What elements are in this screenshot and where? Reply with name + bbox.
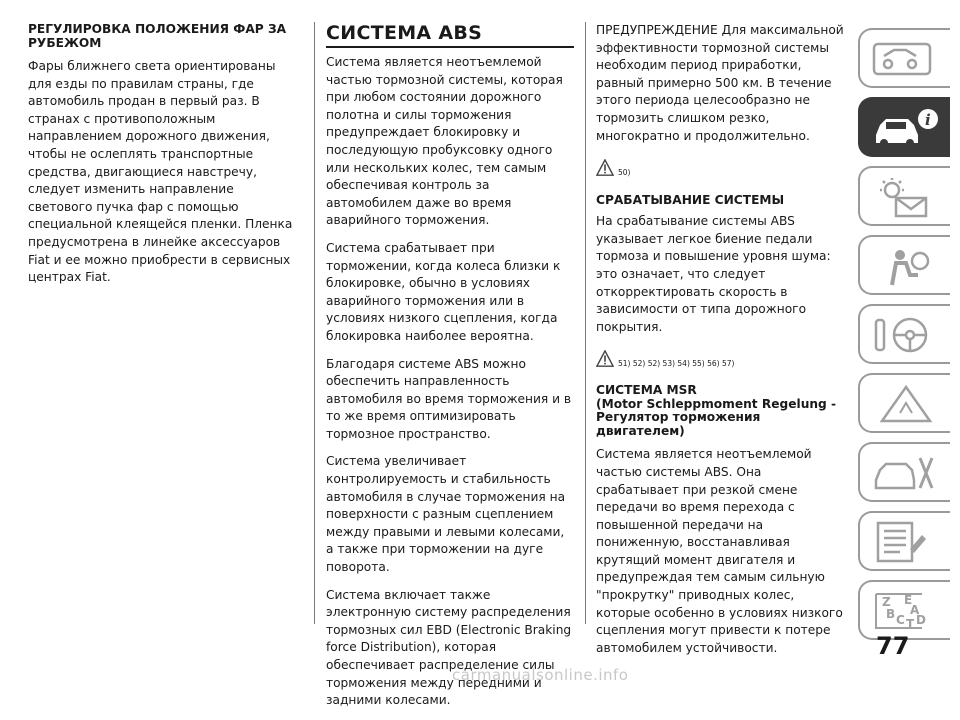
watermark-footer: carmanualsonline.info <box>452 666 629 684</box>
tab-index[interactable] <box>858 580 950 640</box>
warning-paragraph: ПРЕДУПРЕЖДЕНИЕ Для максимальной эффективности тормозной системы необходим период приработки, равный примерно 500 км. В течение этого периода целесообразно не тормозить слишком резко, многократно и продолжительно. <box>596 23 844 143</box>
tab-lights-messages[interactable] <box>858 166 950 226</box>
car-info-icon <box>870 107 940 151</box>
headlight-adjust-heading: РЕГУЛИРОВКА ПОЛОЖЕНИЯ ФАР ЗА РУБЕЖОМ <box>28 22 287 50</box>
index-letter: C <box>896 613 905 627</box>
index-letter: D <box>916 613 926 627</box>
car-dashboard-icon <box>870 38 940 80</box>
lights-message-icon <box>870 176 940 218</box>
headlight-adjust-paragraph: Фары ближнего света ориентированы для езды по правилам страны, где автомобиль продан в первый раз. В странах с противоположным направлением дорожного движения, чтобы не ослеплять транспортные средства, двигающиеся навстречу, следует изменить направление светового пучка фар с помощью специальной клеящейся пленки. Пленка предусмотрена в линейке аксессуаров Fiat и ее можно приобрести в сервисных центрах Fiat. <box>28 59 293 285</box>
alphabet-index-icon <box>870 590 940 632</box>
column-divider-1 <box>314 22 315 624</box>
chapter-tabs <box>858 28 950 649</box>
airbag-person-icon <box>870 245 940 287</box>
column-divider-2 <box>585 22 586 624</box>
column-3 <box>596 22 846 667</box>
abs-paragraph: Система увеличивает контролируемость и стабильность автомобиля в случае торможения на поверхности с разным сцеплением между правыми и левыми колесами, а также при торможении на дуге поворота. <box>326 454 566 575</box>
abs-paragraph: Система срабатывает при торможении, когда колеса близки к блокировке, обычно в условиях аварийного торможения или в условиях низкого сцепления, когда блокировка наиболее вероятна. <box>326 240 561 343</box>
msr-paragraph: Система является неотъемлемой частью системы ABS. Она срабатывает при резкой смене передачи во время перехода с повышенной передачи на пониженную, восстанавливая крутящий момент двигателя и предупреждая тем самым сильную "прокрутку" приводных колес, которые особенно в условиях низкого сцепления могут привести к потере автомобилем устойчивости. <box>596 447 843 655</box>
tab-dashboard[interactable] <box>858 28 950 88</box>
page-number: 77 <box>876 632 910 660</box>
tab-starting-driving[interactable] <box>858 304 950 364</box>
warning-triangle-icon <box>596 350 614 368</box>
index-letter: A <box>910 603 920 617</box>
svg-text:i: i <box>925 111 931 129</box>
abs-paragraph: Система включает также электронную систему распределения тормозных сил EBD (Electronic Braking force Distribution), которая обеспечивает распределение силы торможения между передними и задними колесами. <box>326 587 572 708</box>
warning-reference <box>596 155 846 177</box>
column-2 <box>326 22 574 720</box>
index-letter: B <box>886 607 896 621</box>
car-tools-icon <box>870 452 940 494</box>
activation-heading: СРАБАТЫВАНИЕ СИСТЕМЫ <box>596 193 785 208</box>
warning-reference <box>596 346 846 368</box>
abs-paragraph: Благодаря системе ABS можно обеспечить направленность автомобиля во время торможения и в то же время оптимизировать тормозное пространство. <box>326 356 572 441</box>
activation-paragraph: На срабатывание системы ABS указывает легкое биение педали тормоза и повышение уровня шума: это означает, что следует откорректировать скорость в зависимости от типа дорожного покрытия. <box>596 214 831 334</box>
steering-wheel-icon <box>870 314 940 356</box>
warning-triangle-icon <box>870 383 940 425</box>
tab-technical-data[interactable] <box>858 511 950 571</box>
warning-ref-numbers: 50) <box>618 168 631 178</box>
tab-maintenance[interactable] <box>858 442 950 502</box>
warning-triangle-icon <box>596 159 614 177</box>
svg-text:ZEBACTD <box>882 593 926 631</box>
tab-emergency[interactable] <box>858 373 950 433</box>
abs-heading: СИСТЕМА ABS <box>326 22 574 48</box>
index-letter: E <box>904 593 913 607</box>
tab-safety[interactable] <box>858 235 950 295</box>
index-letter: Z <box>882 595 891 609</box>
msr-heading: СИСТЕМА MSR (Motor Schleppmoment Regelung - Регулятор торможения двигателем) <box>596 383 837 438</box>
tab-vehicle-info[interactable] <box>858 97 950 157</box>
abs-paragraph: Система является неотъемлемой частью тормозной системы, которая при любом состоянии дорожного полотна и силы торможения предупреждает блокировку и последующую пробуксовку одного или нескольких колес, тем самым обеспечивая контроль за автомобилем даже во время аварийного торможения. <box>326 55 563 228</box>
index-letter: T <box>906 617 915 631</box>
checklist-icon <box>870 521 940 563</box>
column-1 <box>28 22 300 297</box>
warning-ref-numbers: 51) 52) 52) 53) 54) 55) 56) 57) <box>618 359 735 369</box>
